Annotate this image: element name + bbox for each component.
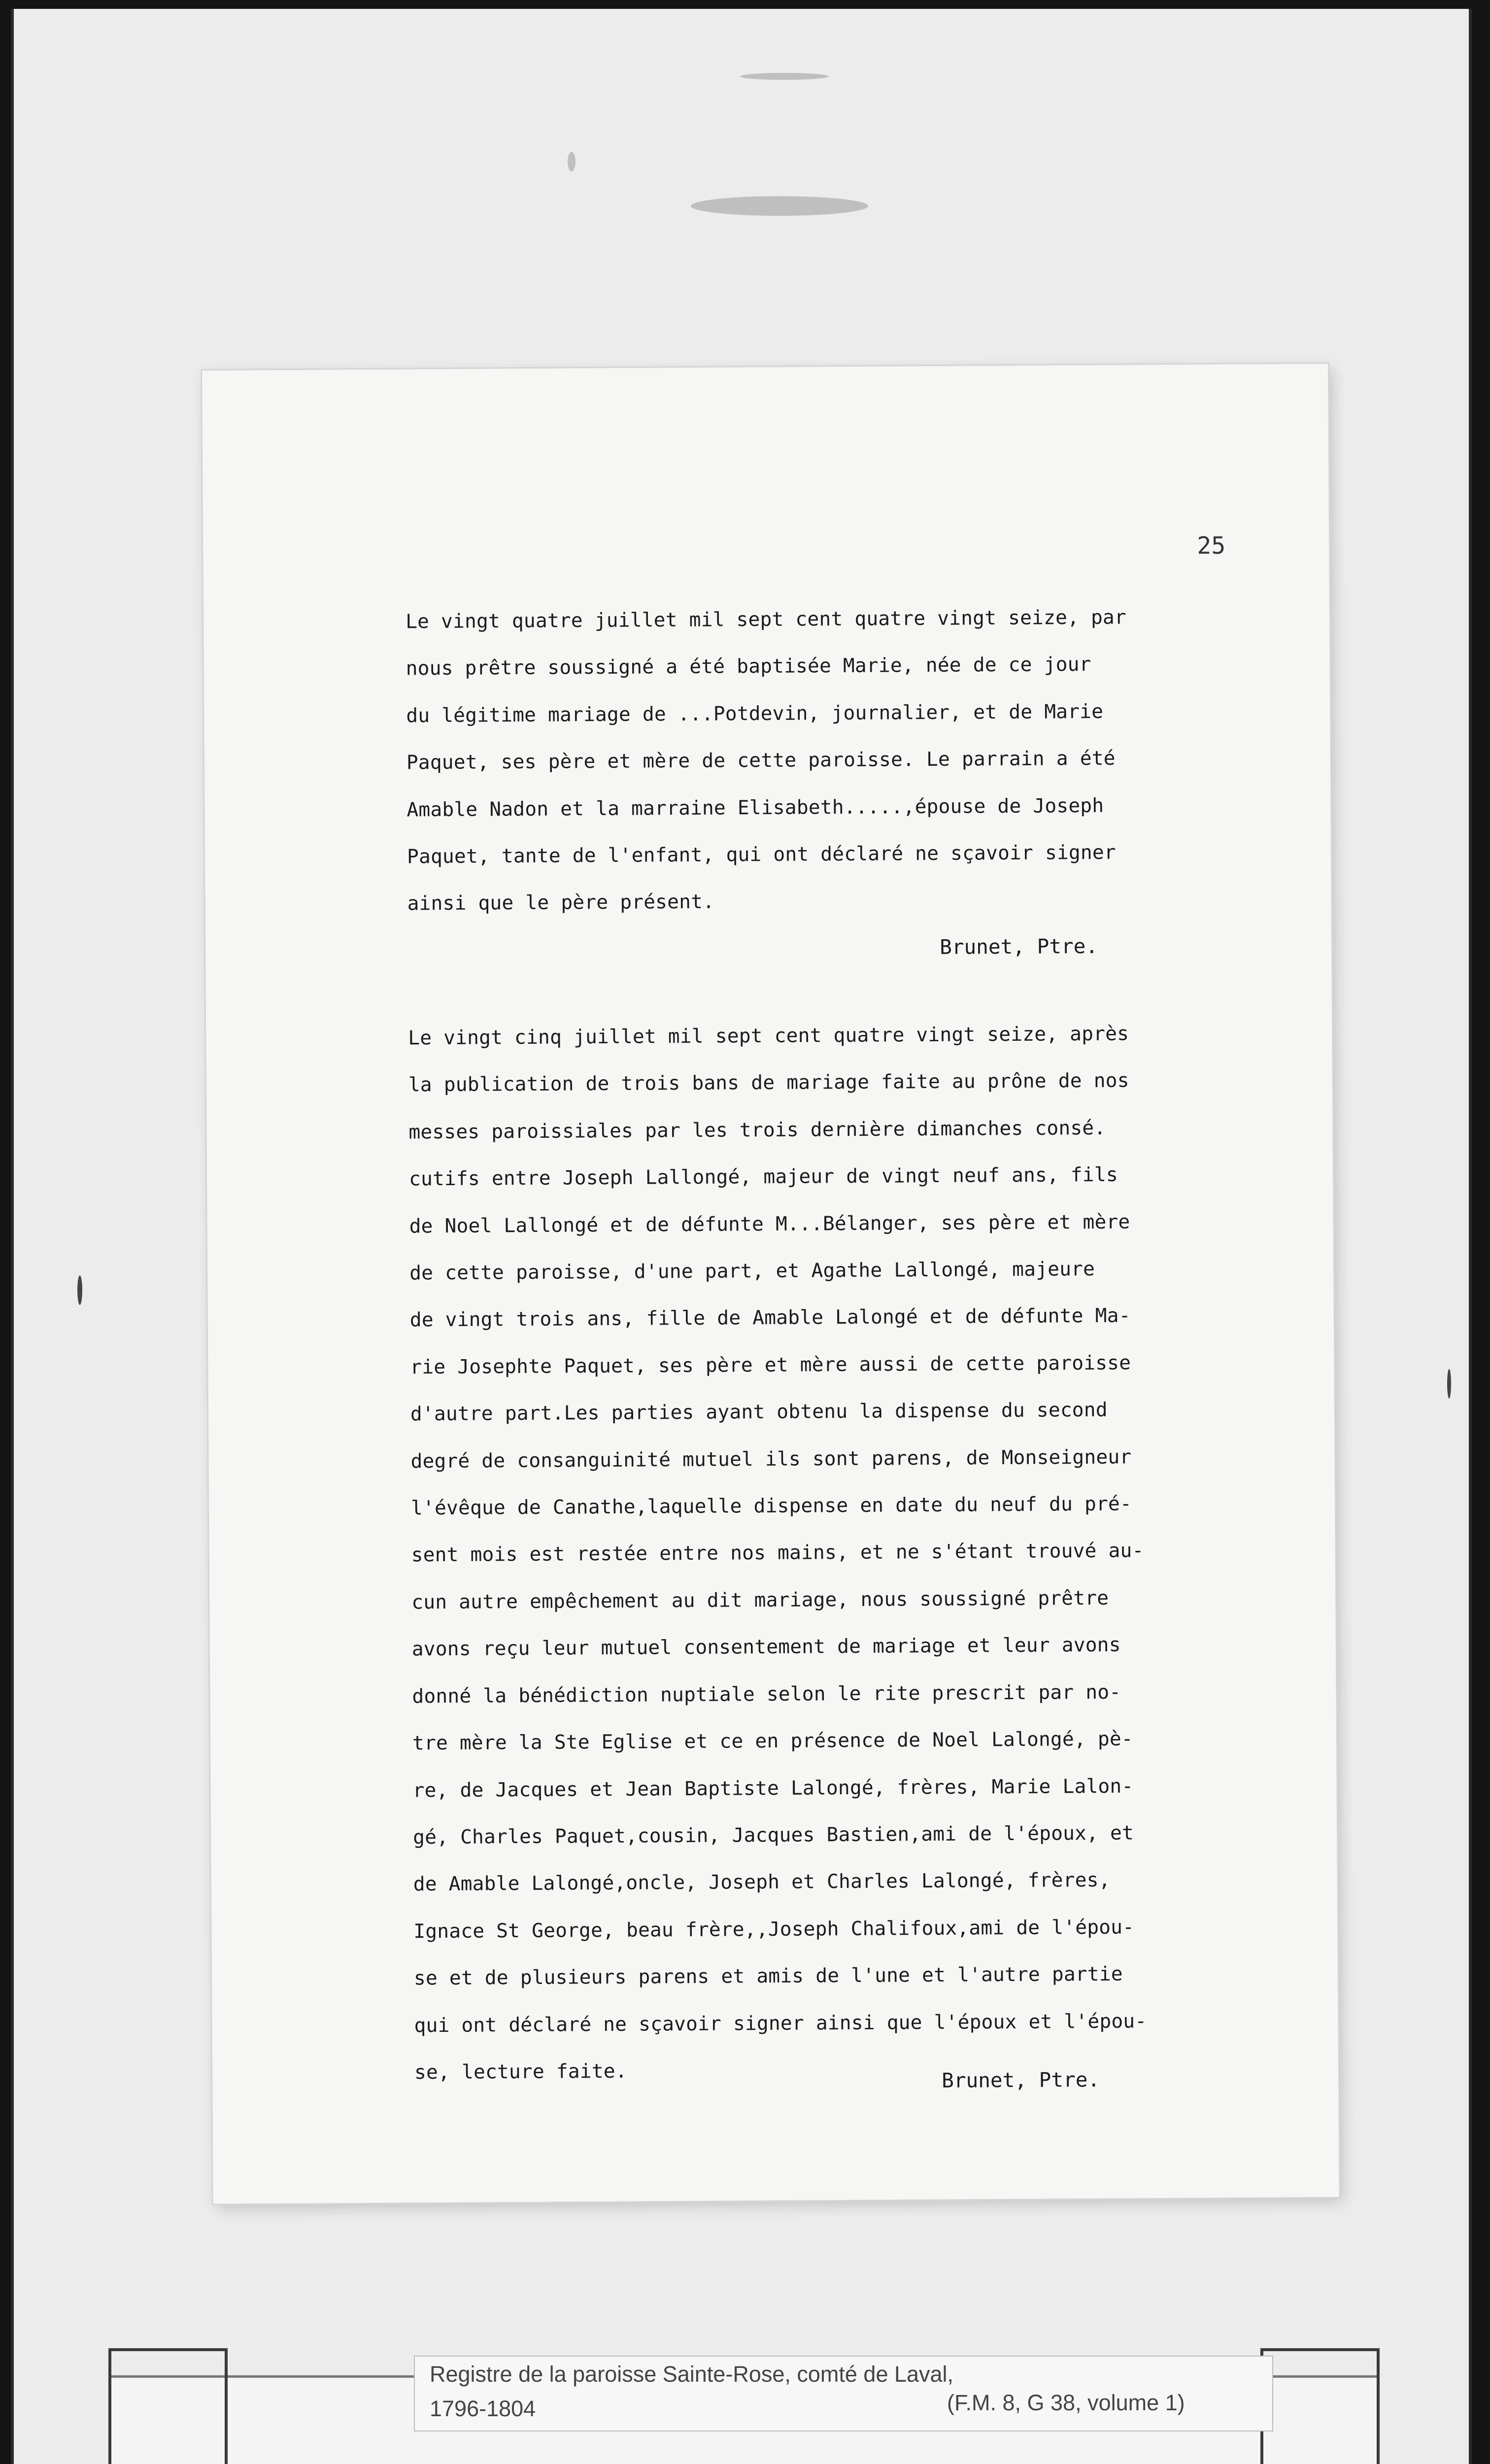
entry-line: cutifs entre Joseph Lallongé, majeur de vingt neuf ans, fils <box>408 1163 1118 1191</box>
typed-page <box>202 364 1339 2204</box>
card-clip-right <box>1260 2348 1380 2464</box>
entry-line: donné la bénédiction nuptiale selon le rite prescrit par no- <box>412 1680 1121 1708</box>
film-smudge <box>740 73 829 80</box>
entry-line: Le vingt quatre juillet mil sept cent quatre vingt seize, par <box>405 606 1127 633</box>
entry-line: Ignace St George, beau frère,,Joseph Chalifoux,ami de l'épou- <box>413 1916 1135 1943</box>
entry-line: l'évêque de Canathe,laquelle dispense en date du neuf du pré- <box>410 1492 1132 1520</box>
entry-line: de Amable Lalongé,oncle, Joseph et Charles Lalongé, frères, <box>413 1869 1111 1896</box>
entry-line: avons reçu leur mutuel consentement de mariage et leur avons <box>411 1633 1121 1661</box>
register-years: 1796-1804 <box>430 2396 536 2421</box>
film-scratch <box>77 1275 82 1305</box>
entry-line: rie Josephte Paquet, ses père et mère aussi de cette paroisse <box>410 1351 1131 1379</box>
entry-line: de cette paroisse, d'une part, et Agathe Lallongé, majeure <box>409 1257 1095 1285</box>
entry-line: de vingt trois ans, fille de Amable Lalongé et de défunte Ma- <box>409 1304 1131 1332</box>
entry-line: degré de consanguinité mutuel ils sont parens, de Monseigneur <box>410 1445 1132 1473</box>
entry-line: du légitime mariage de ...Potdevin, journalier, et de Marie <box>406 700 1104 727</box>
card-clip-left <box>108 2348 228 2464</box>
entry-line: la publication de trois bans de mariage faite au prône de nos <box>408 1069 1129 1096</box>
entry-line: ainsi que le père présent. <box>407 890 715 915</box>
film-speck <box>568 152 576 171</box>
entry-line: Le vingt cinq juillet mil sept cent quatre vingt seize, après <box>408 1022 1129 1050</box>
signature: Brunet, Ptre. <box>942 2067 1100 2092</box>
register-reference-tab <box>414 2356 1273 2431</box>
entry-line: Paquet, tante de l'enfant, qui ont déclaré ne sçavoir signer <box>406 841 1117 868</box>
entry-line: sent mois est restée entre nos mains, et ne s'étant trouvé au- <box>411 1539 1144 1567</box>
archive-label-card <box>108 2361 1380 2464</box>
entry-line: de Noel Lallongé et de défunte M...Bélanger, ses père et mère <box>409 1210 1130 1238</box>
frame-left-edge <box>11 9 14 2464</box>
register-title: Registre de la paroisse Sainte-Rose, comté de Laval, <box>430 2361 954 2387</box>
entry-line: re, de Jacques et Jean Baptiste Lalongé, frères, Marie Lalon- <box>412 1775 1134 1802</box>
signature: Brunet, Ptre. <box>940 934 1098 959</box>
entry-line: messes paroissiales par les trois dernière dimanches consé. <box>408 1116 1106 1144</box>
entry-line: Paquet, ses père et mère de cette paroisse. Le parrain a été <box>406 747 1116 774</box>
frame-right-edge <box>1469 9 1472 2464</box>
marriage-entry <box>408 1009 1375 2096</box>
entry-line: nous prêtre soussigné a été baptisée Marie, née de ce jour <box>406 653 1091 680</box>
film-scratch <box>1447 1369 1451 1399</box>
page-number: 25 <box>1197 532 1226 560</box>
entry-line: Amable Nadon et la marraine Elisabeth.....,épouse de Joseph <box>406 794 1104 821</box>
entry-line: se, lecture faite. <box>414 2059 627 2084</box>
film-smudge <box>691 196 868 216</box>
baptism-entry <box>406 593 1368 928</box>
entry-line: tre mère la Ste Eglise et ce en présence de Noel Lalongé, pè- <box>412 1727 1133 1755</box>
fonds-reference: (F.M. 8, G 38, volume 1) <box>947 2390 1185 2415</box>
entry-line: qui ont déclaré ne sçavoir signer ainsi que l'époux et l'épou- <box>414 2009 1147 2037</box>
entry-line: se et de plusieurs parens et amis de l'une et l'autre partie <box>413 1962 1123 1990</box>
entry-line: d'autre part.Les parties ayant obtenu la dispense du second <box>410 1399 1108 1426</box>
entry-line: cun autre empêchement au dit mariage, nous soussigné prêtre <box>411 1586 1109 1614</box>
entry-line: gé, Charles Paquet,cousin, Jacques Bastien,ami de l'époux, et <box>413 1821 1134 1849</box>
